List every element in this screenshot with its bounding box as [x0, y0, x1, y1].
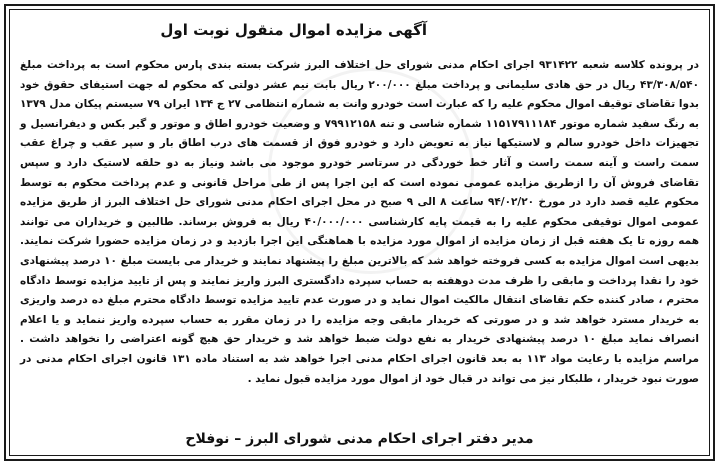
- notice-title: آگهی مزایده اموال منقول نوبت اول: [160, 21, 427, 39]
- auction-notice: [4, 4, 715, 461]
- notice-signature: مدیر دفتر اجرای احکام مدنی شورای البرز – نوفلاح: [185, 431, 534, 447]
- notice-body: در پرونده کلاسه شعبه ۹۳۱۴۲۲ اجرای احکام مدنی شورای حل اختلاف البرز شرکت بسته بندی پارس محکوم است به پرداخت مبلغ ۴۳/۳۰۸/۵۴۰ ریال در حق هادی سلیمانی و پرداخت مبلغ ۲۰۰/۰۰۰ ریال بابت نیم عشر دولتی که محکوم له جهت استیفای حقوق خود بدوا تقاضای توقیف اموال محکوم علیه را که عبارت است خودرو وانت به شماره انتظامی ۲۷ ج ۱۳۴ ایران ۷۹ سیستم پیکان مدل ۱۳۷۹ به رنگ سفید شماره موتور ۱۱۵۱۷۹۱۱۱۸۴ شماره شاسی و تنه ۷۹۹۱۲۱۵۸ و وضعیت خودرو اطاق و موتور و گیر بکس و دیفرانسیل و تجهیزات داخل خودرو سالم و لاستیکها نیاز به تعویض دارد و خودرو فوق از قسمت های درب اطاق بار و سپر عقب و چراغ عقب سمت راست و آینه سمت راست و آثار خط خوردگی در سرتاسر خودرو موجود می باشد ونیاز به دو حلقه لاستیک دارد و سپس تقاضای فروش آن را ازطریق مزایده عمومی نموده است که این اجرا پس از طی مراحل قانونی و عدم پرداخت محکوم به توسط محکوم علیه قصد دارد در مورخ ۹۴/۰۲/۲۰ ساعت ۸ الی ۹ صبح در محل اجرای احکام مدنی شورای حل اختلاف البرز از طریق مزایده عمومی اموال توقیفی محکوم علیه را به قیمت پایه کارشناسی ۴۰/۰۰۰/۰۰۰ ریال به فروش برساند. طالبین و خریداران می توانند همه روزه تا یک هفته قبل از زمان مزایده از اموال مورد مزایده با هماهنگی این اجرا بازدید و در زمان مزایده حضورا شرکت نمایند. بدیهی است اموال مزایده به کسی فروخته خواهد شد که بالاترین مبلغ را پیشنهاد نمایند و خریدار می بایست مبلغ ۱۰ درصد پیشنهادی خود را نقدا پرداخت و مابقی را ظرف مدت دوهفته به حساب سپرده دادگستری البرز واریز نمایند و پس از تایید مزایده توسط دادگاه محترم ، صادر کننده حکم تقاضای انتقال مالکیت اموال نماید و در صورت عدم تایید مزایده توسط دادگاه محترم مبلغ ده درصد واریزی به خریدار مسترد خواهد شد و در صورتی که خریدار مابقی وجه مزایده را در زمان مقرر به حساب سپرده واریز ننماید و یا اعلام انصراف نماید مبلغ ۱۰ درصد پیشنهادی خریدار به نفع دولت ضبط خواهد شد و خریدار حق هیچ گونه اعتراضی را نخواهد داشت . مراسم مزایده با رعایت مواد ۱۱۳ به بعد قانون اجرای احکام مدنی اجرا خواهد شد به استناد ماده ۱۳۱ قانون اجرای احکام مدنی در صورت نبود خریدار ، طلبکار نیز می تواند در قبال خود از اموال مورد مزایده قبول نماید .: [20, 59, 700, 385]
